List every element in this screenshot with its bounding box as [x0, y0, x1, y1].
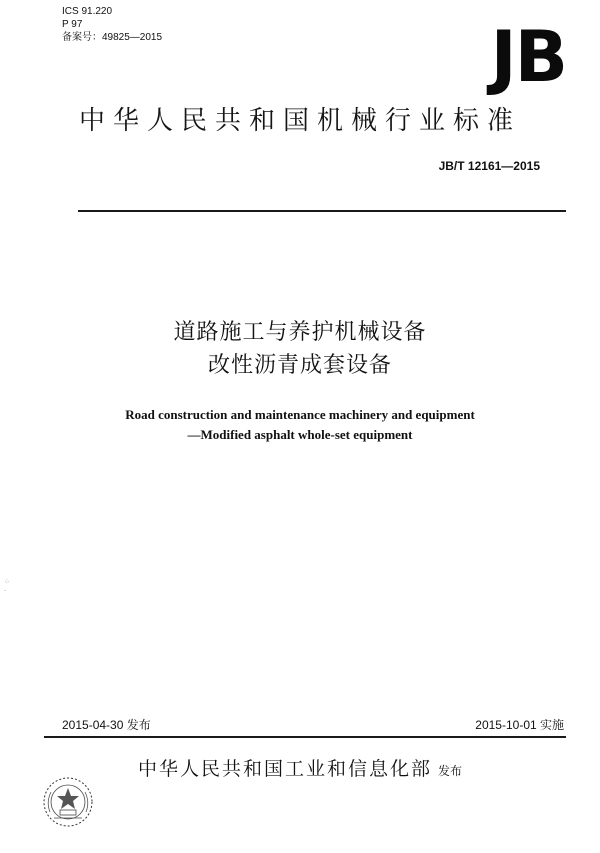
ministry-emblem-icon: [38, 772, 98, 834]
industry-standard-title: 中华人民共和国机械行业标准: [78, 106, 521, 136]
issuer-suffix: 发布: [438, 764, 463, 778]
bottom-divider: [44, 736, 566, 738]
implement-date: 2015-10-01 实施: [475, 718, 564, 732]
standard-number: JB/T 12161—2015: [438, 159, 540, 173]
classification-code: P 97: [62, 19, 83, 30]
title-en-line1: Road construction and maintenance machinery and equipment: [125, 407, 475, 422]
top-divider: [78, 210, 566, 212]
title-cn-line1: 道路施工与养护机械设备: [173, 320, 427, 345]
ics-code: ICS 91.220: [62, 6, 113, 17]
title-en-line2: —Modified asphalt whole-set equipment: [187, 427, 413, 442]
record-number: 备案号：49825—2015: [62, 32, 163, 43]
publish-date: 2015-04-30 发布: [62, 718, 151, 732]
issuer-name: 中华人民共和国工业和信息化部: [137, 758, 432, 780]
title-cn-line2: 改性沥青成套设备: [207, 353, 392, 378]
jb-logo: JB: [490, 16, 566, 98]
scan-margin-marks: ⁘ ·: [4, 578, 10, 595]
